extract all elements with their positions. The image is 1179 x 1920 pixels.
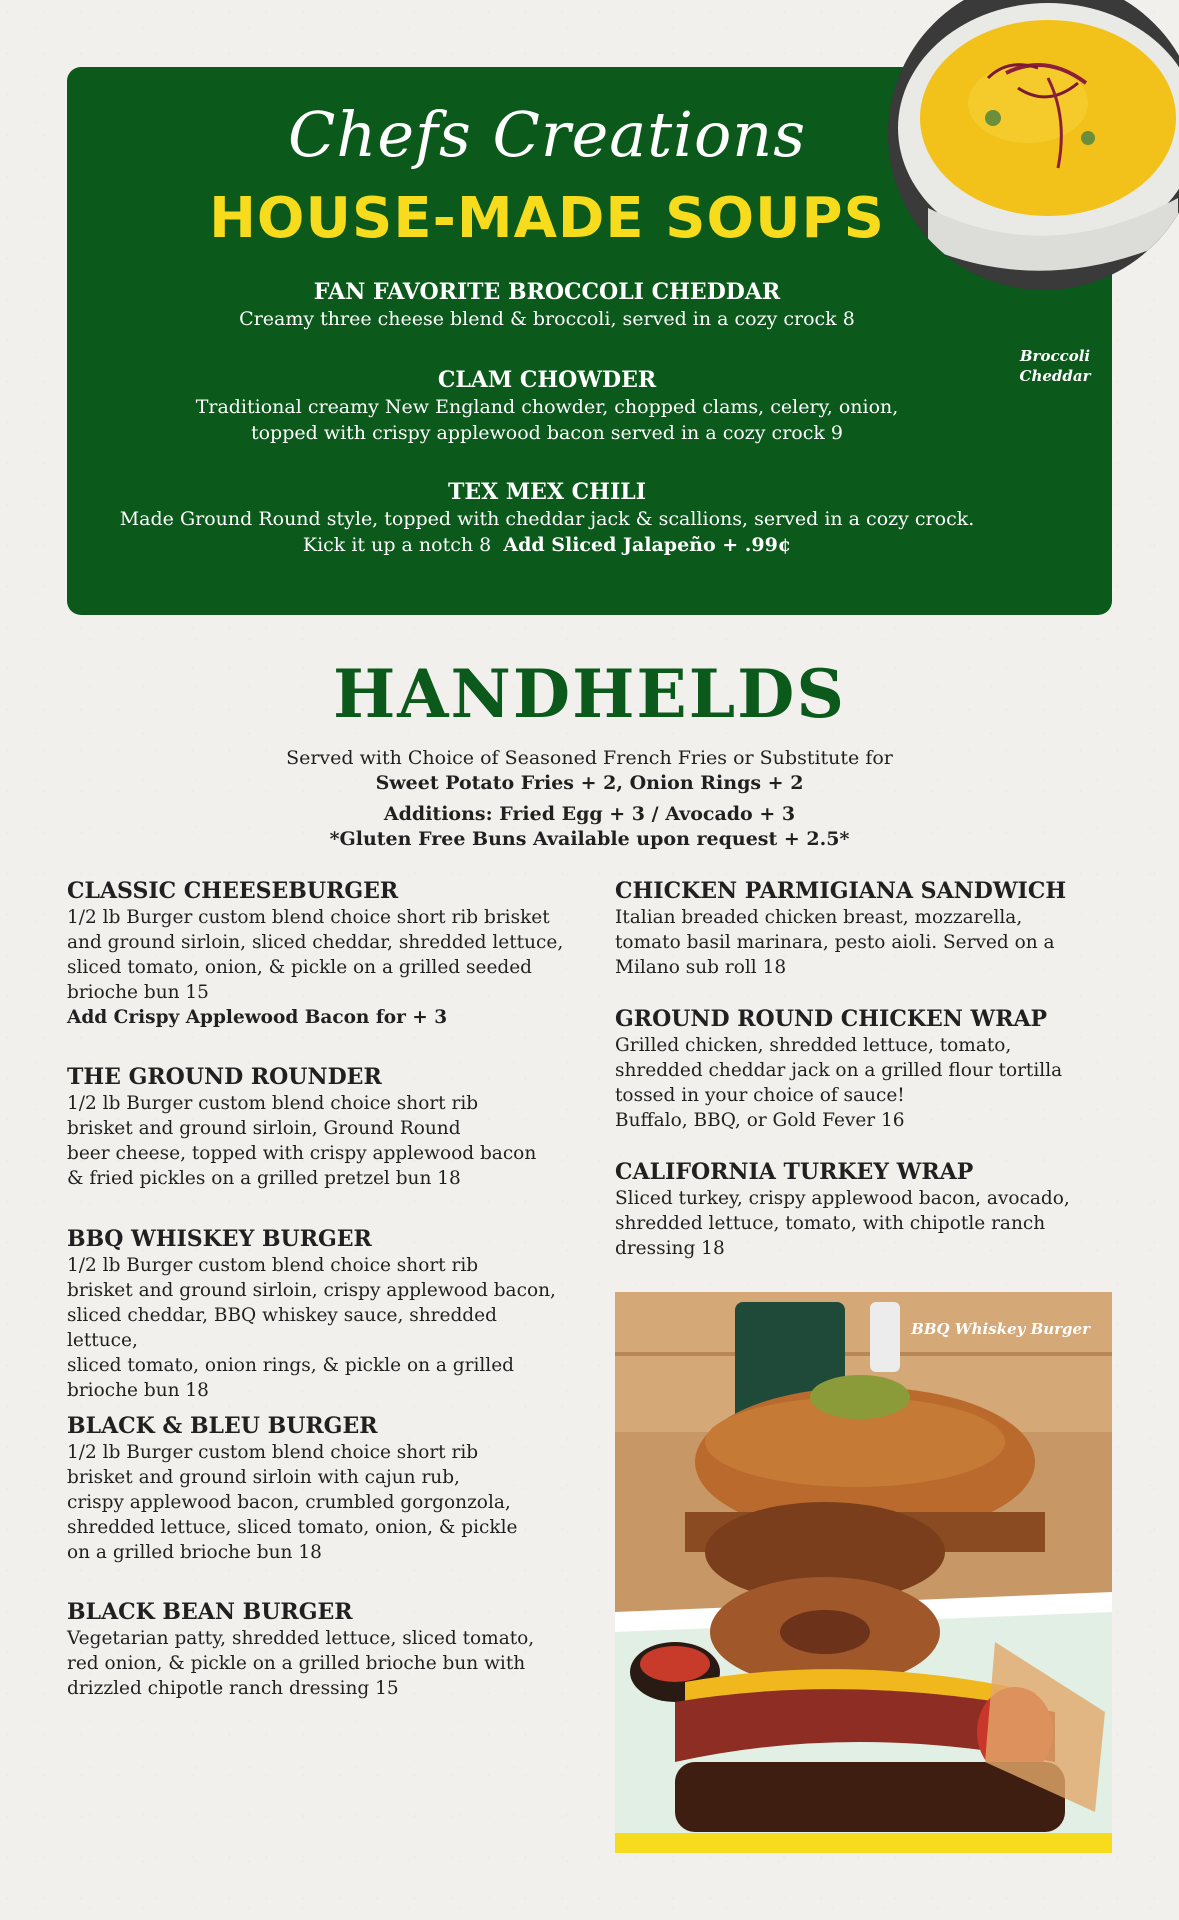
menu-item-classic-cheeseburger — [67, 877, 567, 1030]
menu-item-black-bean-burger — [67, 1598, 567, 1701]
item-description: shredded lettuce, sliced tomato, onion, & pickle — [67, 1517, 518, 1538]
soup-description: Creamy three cheese blend & broccoli, served in a cozy crock 8 — [239, 308, 855, 330]
gluten-free-text: *Gluten Free Buns Available upon request + 2.5* — [329, 828, 850, 850]
sides-line: Served with Choice of Seasoned French Fries or Substitute for — [286, 747, 893, 769]
item-name: BLACK BEAN BURGER — [67, 1599, 353, 1625]
soup-item-clam-chowder — [67, 366, 1027, 446]
item-description: tossed in your choice of sauce! — [615, 1085, 905, 1106]
menu-item-chicken-wrap — [615, 1005, 1115, 1133]
soup-photo-caption — [1000, 346, 1110, 386]
additions-line — [0, 802, 1179, 827]
burger-image — [615, 1292, 1112, 1852]
menu-item-california-turkey-wrap — [615, 1158, 1115, 1261]
item-name: BBQ WHISKEY BURGER — [67, 1226, 372, 1252]
soup-description: Made Ground Round style, topped with cheddar jack & scallions, served in a cozy crock. — [119, 508, 975, 530]
item-description: beer cheese, topped with crispy applewood bacon — [67, 1143, 537, 1164]
item-description: Sliced turkey, crispy applewood bacon, avocado, — [615, 1188, 1070, 1209]
handhelds-title: HANDHELDS — [332, 655, 847, 733]
item-description: crispy applewood bacon, crumbled gorgonzola, — [67, 1492, 511, 1513]
soup-description: Traditional creamy New England chowder, chopped clams, celery, onion, — [195, 396, 899, 418]
soup-description — [67, 532, 1027, 558]
soup-item-broccoli-cheddar — [67, 278, 1027, 332]
gluten-free-line — [0, 827, 1179, 852]
soup-item-tex-mex-chili — [67, 478, 1027, 558]
item-description: brisket and ground sirloin, crispy applewood bacon, — [67, 1280, 556, 1301]
item-name: THE GROUND ROUNDER — [67, 1064, 382, 1090]
item-description: Grilled chicken, shredded lettuce, tomato, — [615, 1035, 1012, 1056]
item-addon: Add Crispy Applewood Bacon for + 3 — [67, 1007, 448, 1028]
additions-text: Additions: Fried Egg + 3 / Avocado + 3 — [383, 803, 796, 825]
burger-photo-caption: BBQ Whiskey Burger — [911, 1320, 1090, 1338]
item-description: 1/2 lb Burger custom blend choice short rib — [67, 1442, 479, 1463]
item-description: brioche bun 15 — [67, 982, 209, 1003]
menu-item-ground-rounder — [67, 1063, 567, 1191]
item-description: brioche bun 18 — [67, 1380, 209, 1401]
item-description: and ground sirloin, sliced cheddar, shredded lettuce, — [67, 932, 564, 953]
item-description: 1/2 lb Burger custom blend choice short rib — [67, 1255, 479, 1276]
jalapeno-addon: Add Sliced Jalapeño + .99¢ — [503, 534, 792, 556]
menu-item-bbq-whiskey-burger — [67, 1225, 567, 1403]
item-name: BLACK & BLEU BURGER — [67, 1413, 378, 1439]
item-description: 1/2 lb Burger custom blend choice short rib brisket — [67, 907, 550, 928]
item-description: sliced tomato, onion rings, & pickle on a grilled — [67, 1355, 515, 1376]
item-description: Milano sub roll 18 — [615, 957, 787, 978]
additions-info — [0, 802, 1179, 852]
soup-price-text: Kick it up a notch 8 — [302, 534, 492, 556]
item-description: & fried pickles on a grilled pretzel bun 18 — [67, 1168, 461, 1189]
chefs-creations-script-title: Chefs Creations — [287, 98, 807, 171]
item-description: tomato basil marinara, pesto aioli. Served on a — [615, 932, 1055, 953]
item-description: shredded lettuce, tomato, with chipotle ranch — [615, 1213, 1046, 1234]
bbq-whiskey-burger-photo — [615, 1292, 1112, 1852]
item-name: CALIFORNIA TURKEY WRAP — [615, 1159, 974, 1185]
item-description: brisket and ground sirloin, Ground Round — [67, 1118, 461, 1139]
sides-info — [0, 746, 1179, 796]
item-description: 1/2 lb Burger custom blend choice short rib — [67, 1093, 479, 1114]
item-description: shredded cheddar jack on a grilled flour tortilla — [615, 1060, 1063, 1081]
item-description: dressing 18 — [615, 1238, 725, 1259]
soup-description: topped with crispy applewood bacon served in a cozy crock 9 — [250, 422, 844, 444]
item-description: red onion, & pickle on a grilled brioche bun with — [67, 1653, 526, 1674]
item-description: drizzled chipotle ranch dressing 15 — [67, 1678, 399, 1699]
caption-line: Broccoli — [1019, 347, 1091, 365]
item-description: sliced cheddar, BBQ whiskey sauce, shredded lettuce, — [67, 1305, 497, 1351]
caption-line: Cheddar — [1019, 367, 1091, 385]
item-description: brisket and ground sirloin with cajun rub, — [67, 1467, 460, 1488]
item-name: GROUND ROUND CHICKEN WRAP — [615, 1006, 1048, 1032]
soups-heading: HOUSE-MADE SOUPS — [209, 186, 885, 251]
sides-line — [0, 771, 1179, 796]
soup-name: CLAM CHOWDER — [437, 367, 657, 393]
item-description: on a grilled brioche bun 18 — [67, 1542, 322, 1563]
menu-item-black-bleu-burger — [67, 1412, 567, 1565]
soup-name: TEX MEX CHILI — [447, 479, 647, 505]
item-description: Buffalo, BBQ, or Gold Fever 16 — [615, 1110, 905, 1131]
item-description: Vegetarian patty, shredded lettuce, sliced tomato, — [67, 1628, 535, 1649]
menu-item-chicken-parmigiana-sandwich — [615, 877, 1115, 980]
item-description: sliced tomato, onion, & pickle on a grilled seeded — [67, 957, 533, 978]
soup-name: FAN FAVORITE BROCCOLI CHEDDAR — [313, 279, 781, 305]
item-description: Italian breaded chicken breast, mozzarella, — [615, 907, 1023, 928]
sides-substitutes: Sweet Potato Fries + 2, Onion Rings + 2 — [375, 772, 804, 794]
item-name: CHICKEN PARMIGIANA SANDWICH — [615, 878, 1067, 904]
item-name: CLASSIC CHEESEBURGER — [67, 878, 399, 904]
yellow-accent-bar — [615, 1833, 1112, 1853]
